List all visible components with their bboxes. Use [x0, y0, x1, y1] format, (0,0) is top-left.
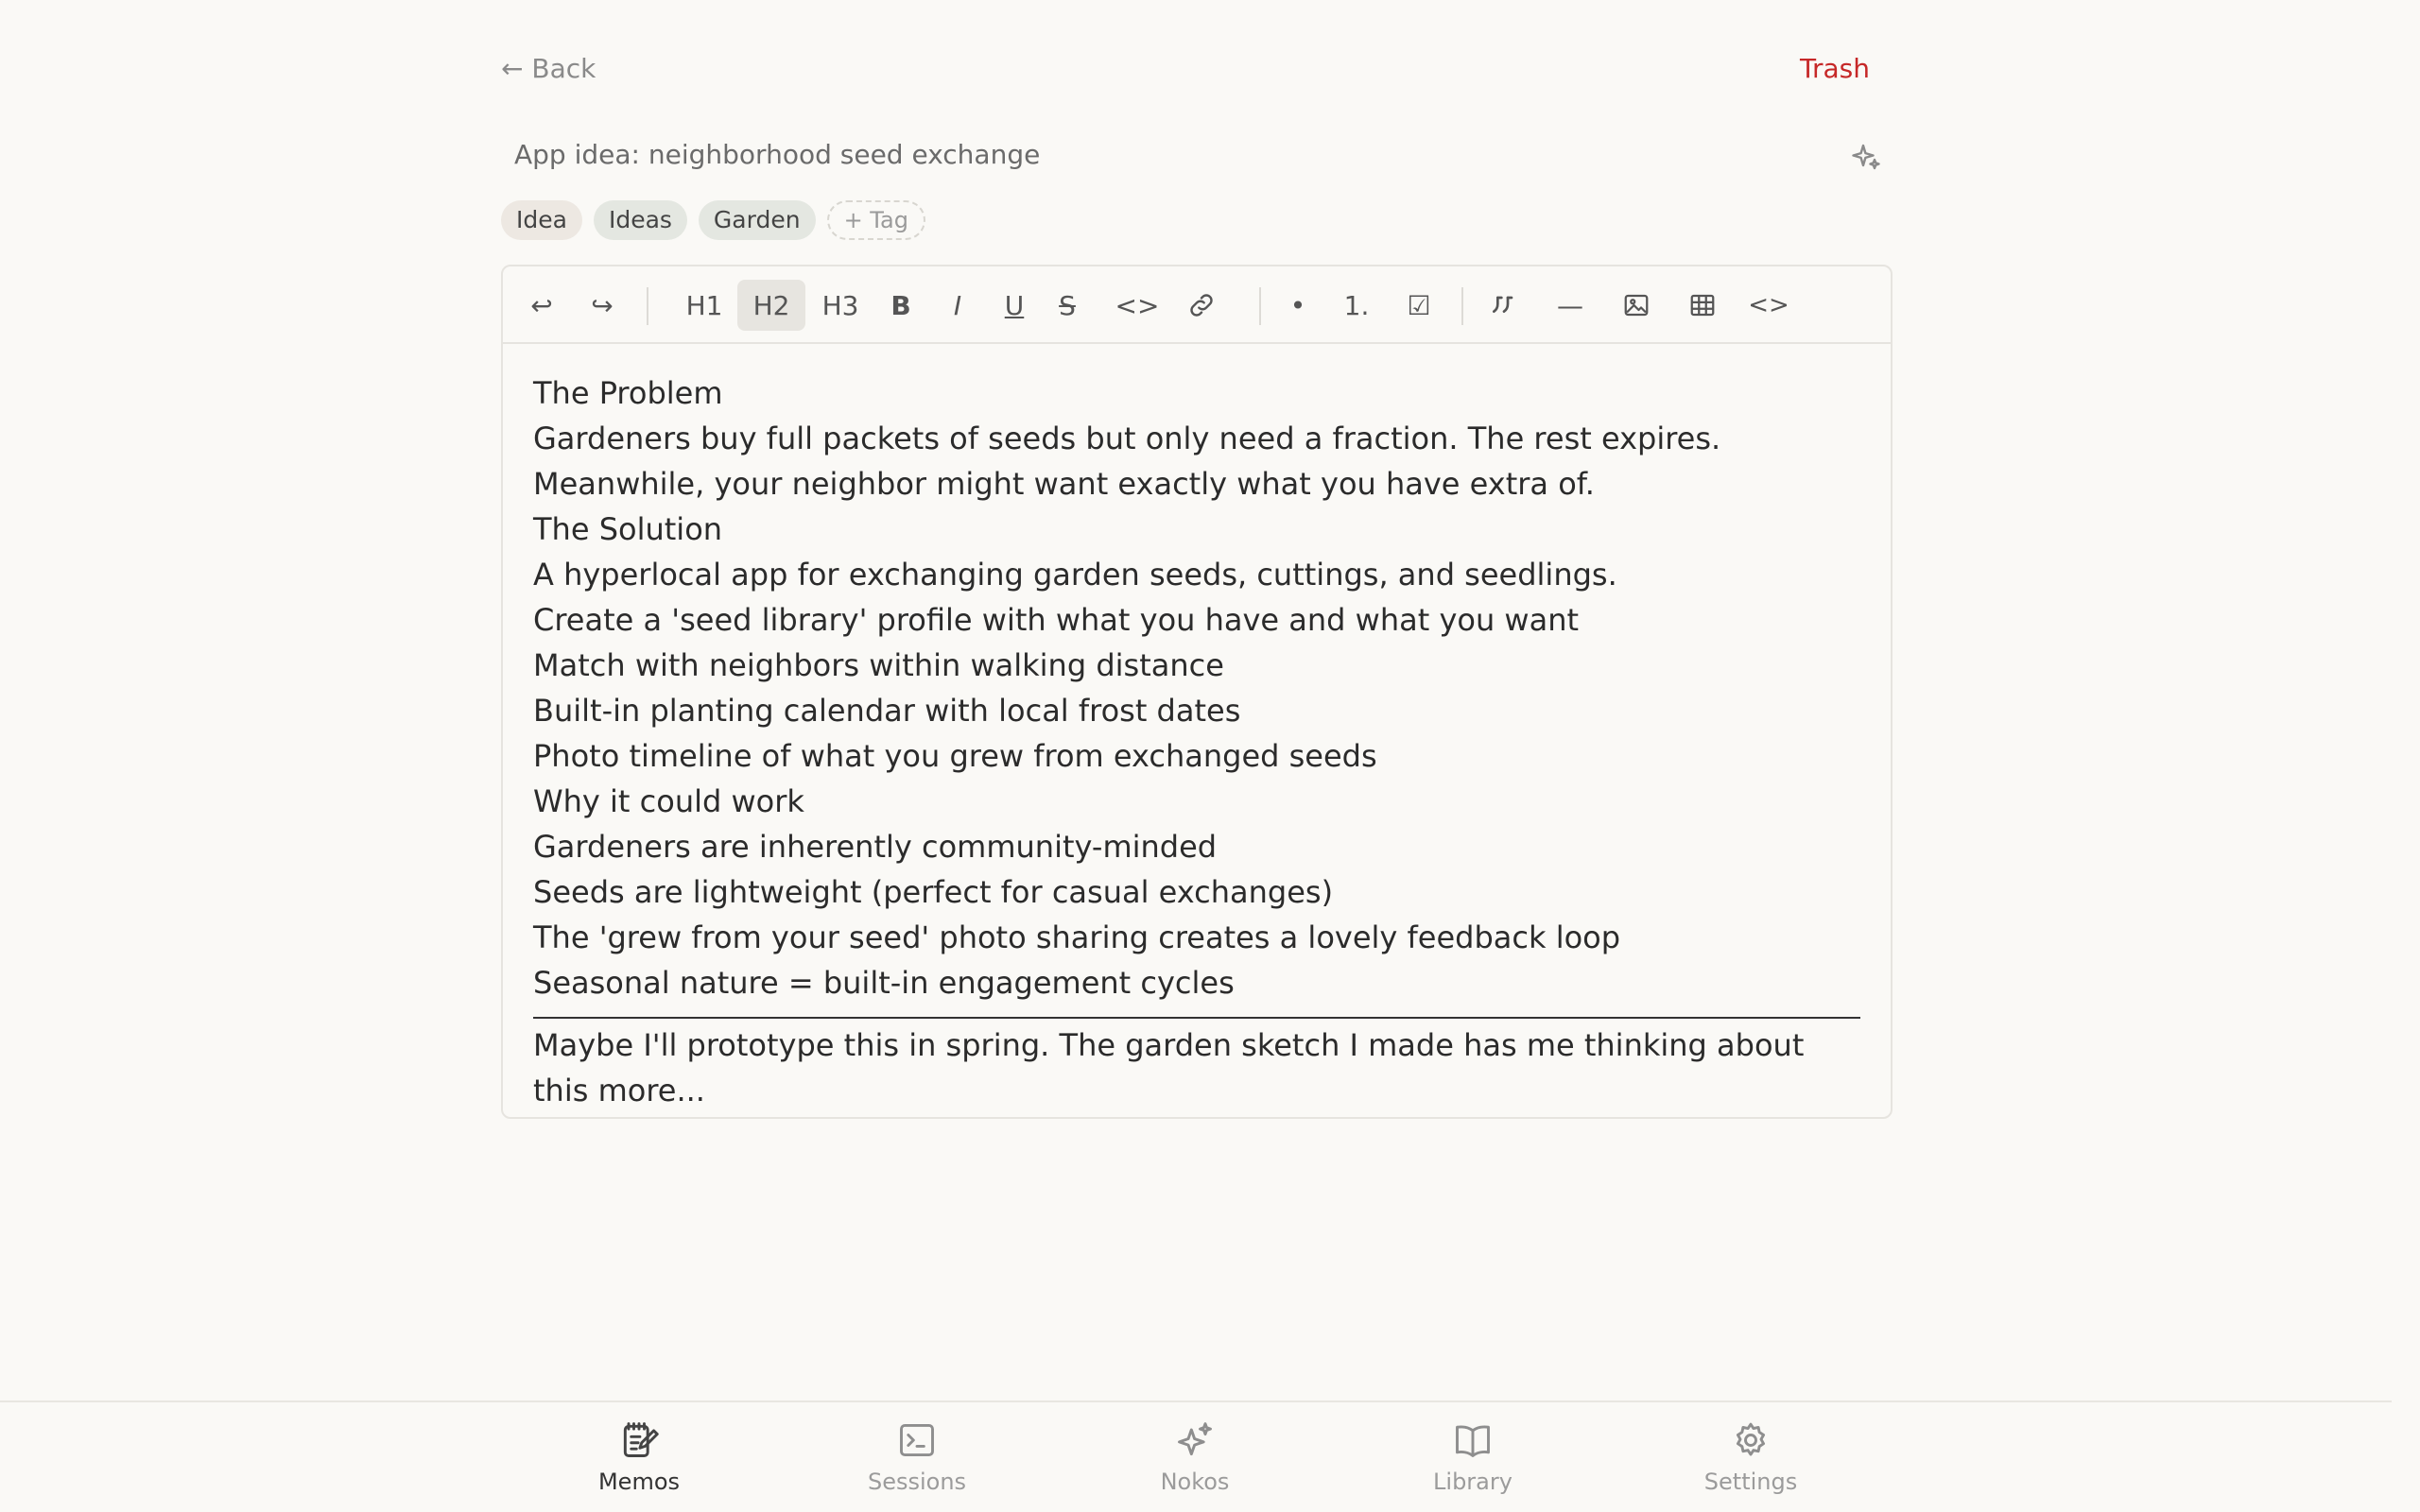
- rich-text-editor: [501, 265, 1893, 1119]
- tag-list: [501, 200, 925, 240]
- bullet-list-button[interactable]: •: [1276, 280, 1320, 331]
- toolbar-divider: [1259, 287, 1261, 325]
- heading-line: Why it could work: [533, 783, 804, 819]
- redo-button[interactable]: ↪: [580, 280, 624, 331]
- editor-content[interactable]: [533, 370, 1860, 1113]
- tag-chip[interactable]: Idea: [501, 200, 582, 240]
- ai-sparkle-button[interactable]: [1849, 140, 1883, 174]
- memo-edit-icon: [618, 1419, 660, 1461]
- nav-label: Nokos: [1160, 1469, 1230, 1495]
- nav-memos[interactable]: [563, 1419, 715, 1504]
- image-icon: [1622, 291, 1651, 319]
- gear-icon: [1730, 1419, 1772, 1461]
- nav-label: Library: [1433, 1469, 1512, 1495]
- list-item: Gardeners are inherently community-minded: [533, 829, 1218, 865]
- toolbar-divider: [647, 287, 648, 325]
- sparkle-icon: [1849, 140, 1883, 174]
- link-icon: [1186, 290, 1217, 320]
- sparkles-icon: [1174, 1419, 1216, 1461]
- text-line: Gardeners buy full packets of seeds but only need a fraction. The rest expires.: [533, 421, 1721, 456]
- nav-label: Memos: [597, 1469, 681, 1495]
- tag-chip[interactable]: Garden: [699, 200, 816, 240]
- quote-icon: [1489, 290, 1519, 320]
- toolbar-divider: [1461, 287, 1463, 325]
- memo-title-input[interactable]: [514, 132, 1743, 176]
- list-item: Photo timeline of what you grew from exchanged seeds: [533, 738, 1377, 774]
- heading-line: The Solution: [533, 511, 723, 547]
- top-bar: [501, 53, 1893, 91]
- nav-settings[interactable]: [1675, 1419, 1826, 1504]
- task-list-button[interactable]: ☑: [1397, 280, 1441, 331]
- text-line: Meanwhile, your neighbor might want exactly what you have extra of.: [533, 466, 1595, 502]
- list-item: The 'grew from your seed' photo sharing creates a lovely feedback loop: [533, 919, 1621, 955]
- bottom-navigation: [0, 1400, 2392, 1512]
- bold-button[interactable]: B: [879, 280, 923, 331]
- list-item: Match with neighbors within walking distance: [533, 647, 1224, 683]
- nav-sessions[interactable]: [841, 1419, 993, 1504]
- italic-button[interactable]: I: [936, 280, 979, 331]
- nav-nokos[interactable]: [1119, 1419, 1270, 1504]
- horizontal-rule: [533, 1017, 1860, 1019]
- closing-paragraph: Maybe I'll prototype this in spring. The garden sketch I made has me thinking about this more...: [533, 1027, 1805, 1108]
- underline-button[interactable]: U: [993, 280, 1036, 331]
- link-button[interactable]: [1180, 280, 1223, 331]
- nav-label: Settings: [1703, 1469, 1798, 1495]
- code-block-button[interactable]: <>: [1747, 280, 1790, 331]
- insert-image-button[interactable]: [1615, 280, 1658, 331]
- terminal-icon: [896, 1419, 938, 1461]
- table-icon: [1688, 291, 1717, 319]
- back-button[interactable]: ← Back: [501, 53, 596, 84]
- inline-code-button[interactable]: <>: [1104, 280, 1170, 331]
- undo-button[interactable]: ↩: [520, 280, 563, 331]
- title-row: [501, 132, 1893, 176]
- nav-library[interactable]: [1397, 1419, 1548, 1504]
- strikethrough-button[interactable]: S: [1046, 280, 1089, 331]
- nav-label: Sessions: [867, 1469, 967, 1495]
- blockquote-button[interactable]: [1482, 280, 1526, 331]
- list-item: Seasonal nature = built-in engagement cycles: [533, 965, 1235, 1001]
- heading2-button[interactable]: H2: [737, 280, 805, 331]
- insert-table-button[interactable]: [1681, 280, 1724, 331]
- ordered-list-button[interactable]: 1.: [1335, 280, 1378, 331]
- list-item: Built-in planting calendar with local frost dates: [533, 693, 1241, 729]
- horizontal-rule-button[interactable]: —: [1548, 280, 1592, 331]
- book-icon: [1452, 1419, 1494, 1461]
- text-line: A hyperlocal app for exchanging garden seeds, cuttings, and seedlings.: [533, 557, 1617, 593]
- heading3-button[interactable]: H3: [807, 280, 873, 331]
- heading1-button[interactable]: H1: [671, 280, 737, 331]
- trash-button[interactable]: Trash: [1800, 53, 1870, 84]
- list-item: Create a 'seed library' profile with what you have and what you want: [533, 602, 1580, 638]
- add-tag-button[interactable]: + Tag: [827, 200, 925, 240]
- heading-line: The Problem: [533, 375, 723, 411]
- editor-toolbar: [503, 266, 1891, 344]
- tag-chip[interactable]: Ideas: [594, 200, 687, 240]
- list-item: Seeds are lightweight (perfect for casual exchanges): [533, 874, 1334, 910]
